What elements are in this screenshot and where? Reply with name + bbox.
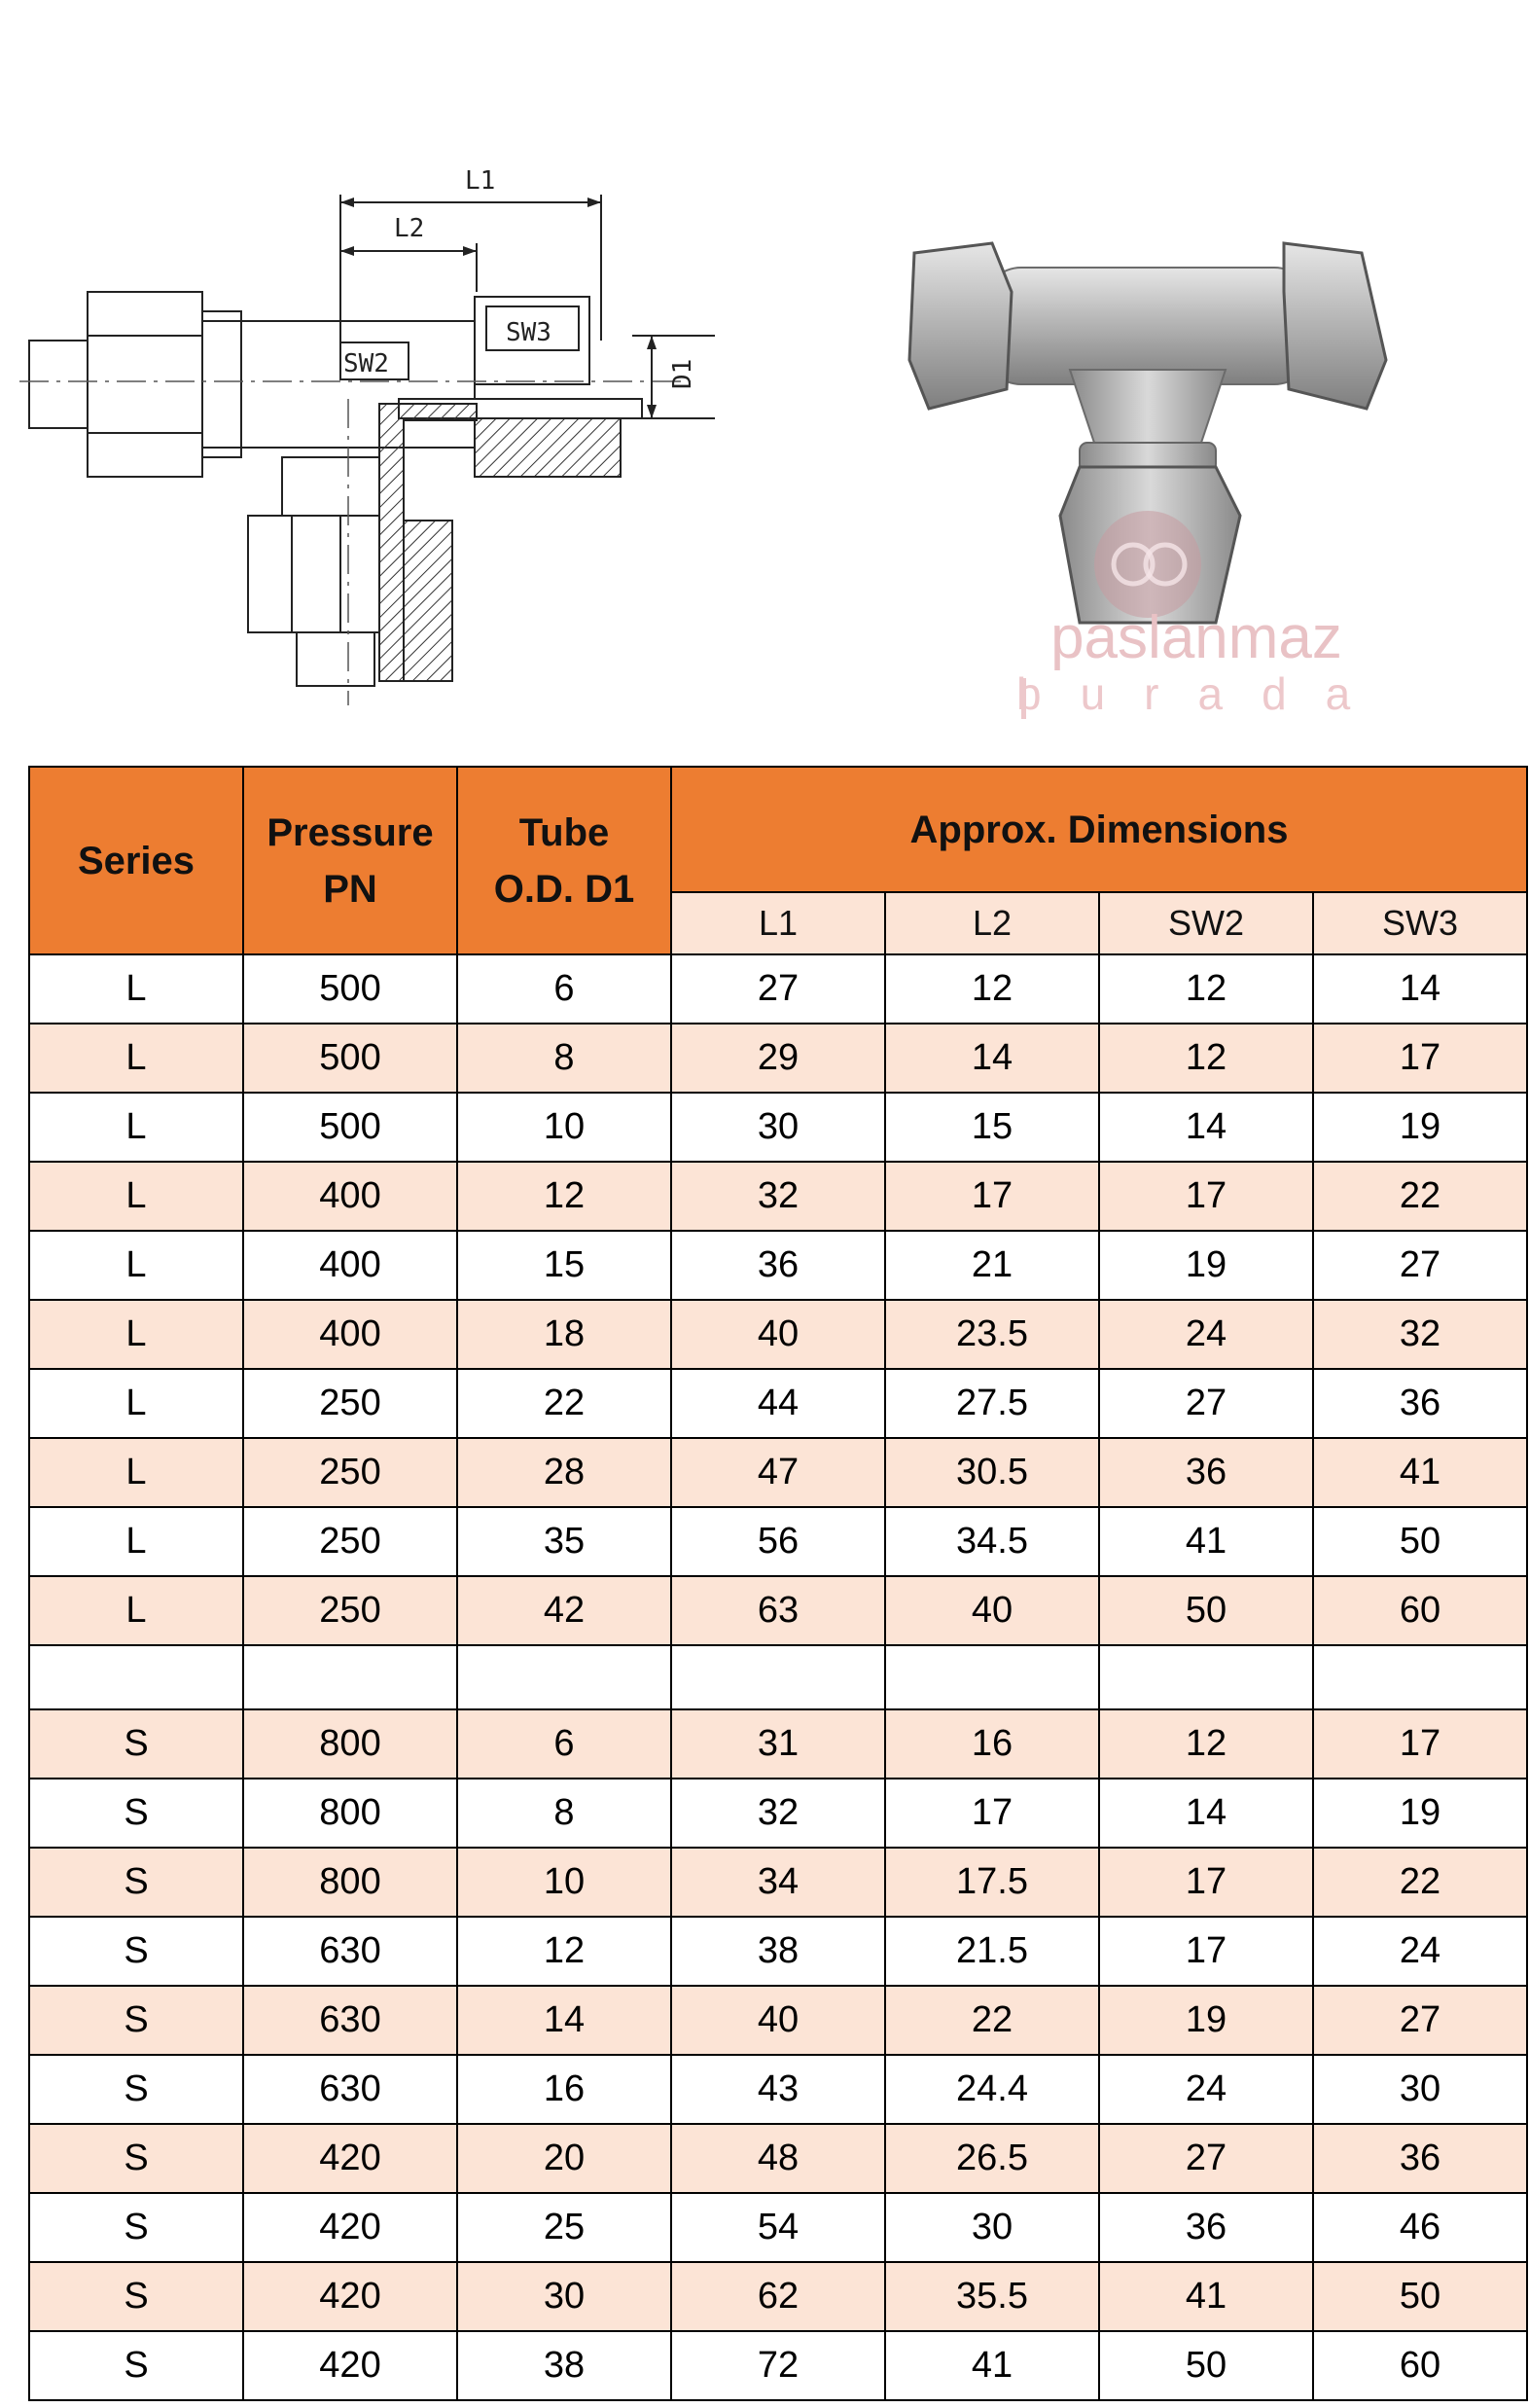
cell-pressure: 250	[243, 1507, 457, 1576]
cell-l1: 40	[671, 1986, 885, 2055]
cell-l1: 32	[671, 1779, 885, 1848]
cell-sw2: 12	[1099, 1024, 1313, 1093]
cell-tube-od: 10	[457, 1093, 671, 1162]
cell-tube-od: 12	[457, 1917, 671, 1986]
dimensions-table	[28, 766, 1528, 2401]
l2-label: L2	[394, 214, 425, 243]
cell-l2: 12	[885, 954, 1099, 1024]
cell-tube-od: 20	[457, 2124, 671, 2193]
header-series	[29, 767, 243, 954]
cell-l2: 21	[885, 1231, 1099, 1300]
cell-sw3	[1313, 1645, 1527, 1709]
cell-sw3: 14	[1313, 954, 1527, 1024]
l1-label: L1	[465, 166, 496, 196]
cell-series: S	[29, 1779, 243, 1848]
cell-pressure: 500	[243, 954, 457, 1024]
cell-l1: 56	[671, 1507, 885, 1576]
cell-l1: 62	[671, 2262, 885, 2331]
cell-tube-od: 30	[457, 2262, 671, 2331]
cell-sw3: 50	[1313, 2262, 1527, 2331]
cell-l2: 23.5	[885, 1300, 1099, 1369]
cell-l1: 44	[671, 1369, 885, 1438]
cell-l2: 41	[885, 2331, 1099, 2400]
header-tube-line1: Tube	[518, 810, 610, 854]
cell-l1: 36	[671, 1231, 885, 1300]
cell-l2: 27.5	[885, 1369, 1099, 1438]
cell-sw3: 19	[1313, 1093, 1527, 1162]
cell-l1	[671, 1645, 885, 1709]
cell-l2: 17	[885, 1162, 1099, 1231]
cell-pressure: 420	[243, 2124, 457, 2193]
table-row	[29, 2262, 1527, 2331]
cell-pressure: 630	[243, 1986, 457, 2055]
cell-tube-od	[457, 1645, 671, 1709]
cell-pressure: 400	[243, 1162, 457, 1231]
cell-l2: 34.5	[885, 1507, 1099, 1576]
cell-sw2: 14	[1099, 1779, 1313, 1848]
cell-sw3: 30	[1313, 2055, 1527, 2124]
cell-series: L	[29, 1024, 243, 1093]
cell-l1: 31	[671, 1709, 885, 1779]
cell-l1: 30	[671, 1093, 885, 1162]
cell-series: L	[29, 1231, 243, 1300]
table-row	[29, 1300, 1527, 1369]
sw2-label: SW2	[343, 349, 389, 378]
cell-l2: 40	[885, 1576, 1099, 1645]
cell-l1: 29	[671, 1024, 885, 1093]
cell-series: S	[29, 1848, 243, 1917]
cell-tube-od: 42	[457, 1576, 671, 1645]
cell-pressure: 420	[243, 2193, 457, 2262]
cell-tube-od: 15	[457, 1231, 671, 1300]
cell-sw2: 12	[1099, 954, 1313, 1024]
cell-l2	[885, 1645, 1099, 1709]
header-series-label: Series	[77, 839, 196, 882]
cell-sw3: 50	[1313, 1507, 1527, 1576]
cell-sw3: 46	[1313, 2193, 1527, 2262]
header-sw2: SW2	[1099, 892, 1313, 954]
cell-pressure: 400	[243, 1300, 457, 1369]
cell-sw2: 24	[1099, 2055, 1313, 2124]
cell-pressure: 420	[243, 2262, 457, 2331]
cell-sw3: 32	[1313, 1300, 1527, 1369]
header-dimensions: Approx. Dimensions	[671, 767, 1527, 892]
header-pressure-line1: Pressure	[267, 810, 434, 854]
table-body	[29, 954, 1527, 2400]
cell-sw3: 22	[1313, 1162, 1527, 1231]
cell-l2: 17	[885, 1779, 1099, 1848]
cell-series	[29, 1645, 243, 1709]
cell-sw2: 17	[1099, 1917, 1313, 1986]
table-row	[29, 2331, 1527, 2400]
cell-series: L	[29, 1507, 243, 1576]
cell-pressure: 800	[243, 1709, 457, 1779]
cell-l1: 27	[671, 954, 885, 1024]
cell-l1: 32	[671, 1162, 885, 1231]
table-row	[29, 1231, 1527, 1300]
table-row	[29, 1093, 1527, 1162]
cell-l2: 17.5	[885, 1848, 1099, 1917]
cell-sw3: 36	[1313, 2124, 1527, 2193]
cell-sw2: 12	[1099, 1709, 1313, 1779]
watermark-brand: paslanmaz	[1050, 604, 1342, 671]
cell-pressure: 250	[243, 1438, 457, 1507]
cell-series: S	[29, 1917, 243, 1986]
cell-tube-od: 6	[457, 1709, 671, 1779]
cell-l2: 30.5	[885, 1438, 1099, 1507]
cell-sw2: 50	[1099, 2331, 1313, 2400]
cell-series: L	[29, 1369, 243, 1438]
table-row	[29, 1162, 1527, 1231]
cell-tube-od: 25	[457, 2193, 671, 2262]
cell-l2: 30	[885, 2193, 1099, 2262]
cell-l2: 35.5	[885, 2262, 1099, 2331]
tee-fitting-photo	[905, 234, 1391, 652]
cell-series: L	[29, 954, 243, 1024]
cell-tube-od: 10	[457, 1848, 671, 1917]
table-row	[29, 1576, 1527, 1645]
cell-series: L	[29, 1438, 243, 1507]
cell-tube-od: 6	[457, 954, 671, 1024]
cell-l2: 16	[885, 1709, 1099, 1779]
table-row	[29, 1848, 1527, 1917]
cell-series: S	[29, 2055, 243, 2124]
header-l2: L2	[885, 892, 1099, 954]
table-row	[29, 1369, 1527, 1438]
cell-series: S	[29, 2331, 243, 2400]
cell-tube-od: 18	[457, 1300, 671, 1369]
cell-pressure	[243, 1645, 457, 1709]
cell-sw3: 27	[1313, 1231, 1527, 1300]
cell-series: S	[29, 1709, 243, 1779]
cell-l2: 22	[885, 1986, 1099, 2055]
cell-pressure: 630	[243, 1917, 457, 1986]
cell-sw2: 19	[1099, 1231, 1313, 1300]
cell-sw3: 17	[1313, 1024, 1527, 1093]
cell-sw2: 36	[1099, 2193, 1313, 2262]
cell-sw3: 27	[1313, 1986, 1527, 2055]
cell-sw2: 27	[1099, 2124, 1313, 2193]
watermark-sub: burada	[1016, 668, 1390, 719]
cell-sw2: 19	[1099, 1986, 1313, 2055]
cell-l2: 21.5	[885, 1917, 1099, 1986]
cell-tube-od: 38	[457, 2331, 671, 2400]
cell-sw2: 24	[1099, 1300, 1313, 1369]
cell-sw3: 60	[1313, 2331, 1527, 2400]
d1-label: D1	[668, 358, 697, 389]
cell-pressure: 800	[243, 1779, 457, 1848]
cell-pressure: 420	[243, 2331, 457, 2400]
cell-pressure: 250	[243, 1369, 457, 1438]
cell-sw3: 22	[1313, 1848, 1527, 1917]
cell-sw2: 14	[1099, 1093, 1313, 1162]
table-row	[29, 954, 1527, 1024]
cell-l1: 47	[671, 1438, 885, 1507]
cell-sw2: 27	[1099, 1369, 1313, 1438]
table-row	[29, 2124, 1527, 2193]
cell-l1: 63	[671, 1576, 885, 1645]
cell-series: L	[29, 1093, 243, 1162]
cell-sw2: 17	[1099, 1848, 1313, 1917]
cell-sw3: 24	[1313, 1917, 1527, 1986]
cell-tube-od: 28	[457, 1438, 671, 1507]
table-row	[29, 1709, 1527, 1779]
cell-sw2	[1099, 1645, 1313, 1709]
table-row	[29, 1917, 1527, 1986]
cell-l1: 34	[671, 1848, 885, 1917]
cell-pressure: 400	[243, 1231, 457, 1300]
cell-pressure: 630	[243, 2055, 457, 2124]
cell-series: S	[29, 2262, 243, 2331]
cell-pressure: 500	[243, 1093, 457, 1162]
cell-l2: 26.5	[885, 2124, 1099, 2193]
cell-series: S	[29, 1986, 243, 2055]
cell-l2: 24.4	[885, 2055, 1099, 2124]
table-row	[29, 1024, 1527, 1093]
table-row	[29, 1507, 1527, 1576]
sw3-label: SW3	[506, 318, 551, 347]
cell-l1: 40	[671, 1300, 885, 1369]
cell-tube-od: 12	[457, 1162, 671, 1231]
cell-tube-od: 14	[457, 1986, 671, 2055]
cell-l1: 38	[671, 1917, 885, 1986]
table-row	[29, 2055, 1527, 2124]
cell-tube-od: 22	[457, 1369, 671, 1438]
cell-tube-od: 16	[457, 2055, 671, 2124]
cell-l2: 14	[885, 1024, 1099, 1093]
tee-fitting-drawing	[19, 165, 739, 710]
table-row	[29, 1438, 1527, 1507]
header-sw3: SW3	[1313, 892, 1527, 954]
table-row	[29, 2193, 1527, 2262]
table-row	[29, 1645, 1527, 1709]
cell-sw3: 36	[1313, 1369, 1527, 1438]
cell-pressure: 500	[243, 1024, 457, 1093]
header-pressure	[243, 767, 457, 954]
cell-tube-od: 8	[457, 1779, 671, 1848]
table-row	[29, 1779, 1527, 1848]
cell-series: L	[29, 1162, 243, 1231]
header-tube-line2: O.D. D1	[493, 867, 635, 911]
cell-pressure: 250	[243, 1576, 457, 1645]
cell-sw2: 36	[1099, 1438, 1313, 1507]
cell-l1: 54	[671, 2193, 885, 2262]
header-pressure-line2: PN	[323, 867, 377, 911]
cell-sw2: 41	[1099, 2262, 1313, 2331]
cell-series: S	[29, 2124, 243, 2193]
cell-l1: 43	[671, 2055, 885, 2124]
table-row	[29, 1986, 1527, 2055]
cell-sw2: 41	[1099, 1507, 1313, 1576]
cell-sw2: 50	[1099, 1576, 1313, 1645]
cell-series: L	[29, 1300, 243, 1369]
cell-sw2: 17	[1099, 1162, 1313, 1231]
cell-l1: 72	[671, 2331, 885, 2400]
cell-sw3: 60	[1313, 1576, 1527, 1645]
cell-tube-od: 35	[457, 1507, 671, 1576]
cell-sw3: 19	[1313, 1779, 1527, 1848]
header-l1: L1	[671, 892, 885, 954]
header-tube	[457, 767, 671, 954]
cell-series: L	[29, 1576, 243, 1645]
cell-sw3: 41	[1313, 1438, 1527, 1507]
cell-l2: 15	[885, 1093, 1099, 1162]
cell-pressure: 800	[243, 1848, 457, 1917]
cell-l1: 48	[671, 2124, 885, 2193]
cell-sw3: 17	[1313, 1709, 1527, 1779]
cell-tube-od: 8	[457, 1024, 671, 1093]
cell-series: S	[29, 2193, 243, 2262]
